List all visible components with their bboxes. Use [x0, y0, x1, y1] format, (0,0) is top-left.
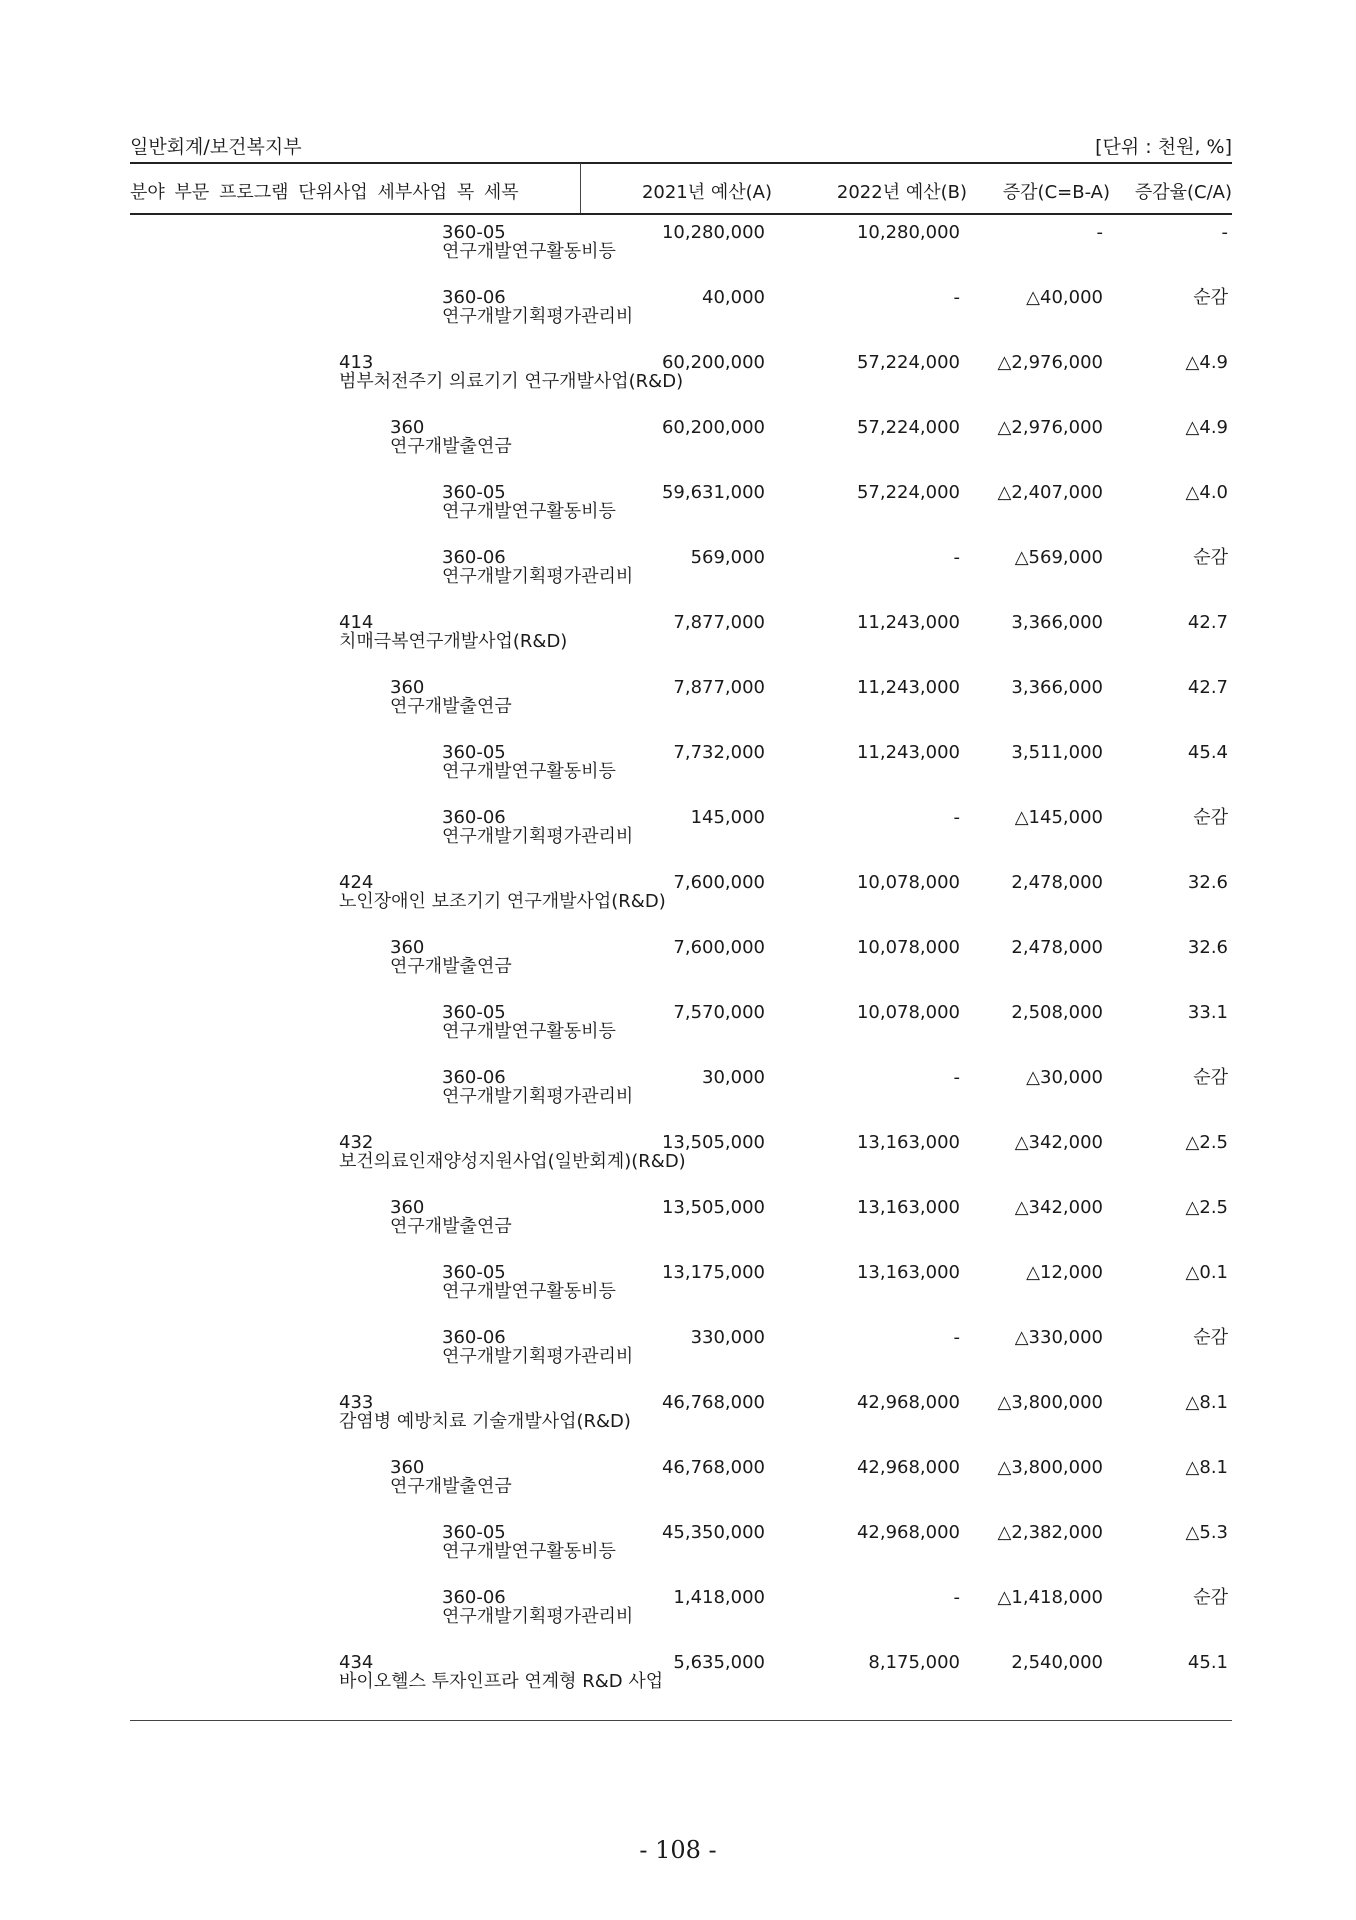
- change-cell: -: [1096, 222, 1103, 243]
- budget-2022-cell: 57,224,000: [856, 417, 960, 438]
- budget-2022-cell: 10,078,000: [856, 1002, 960, 1023]
- budget-2022-cell: -: [953, 547, 960, 568]
- rate-cell: 순감: [1193, 1067, 1228, 1088]
- item-code: 413: [339, 352, 374, 373]
- budget-2022-cell: 8,175,000: [868, 1652, 960, 1673]
- page-number: - 108 -: [639, 1836, 717, 1864]
- item-name: 연구개발연구활동비등: [442, 501, 616, 522]
- budget-2021-cell: 7,877,000: [673, 677, 765, 698]
- item-name: 연구개발연구활동비등: [442, 241, 616, 262]
- budget-2022-cell: 42,968,000: [856, 1392, 960, 1413]
- rate-cell: 45.4: [1187, 742, 1228, 763]
- budget-2022-cell: -: [953, 1587, 960, 1608]
- budget-2022-cell: -: [953, 287, 960, 308]
- item-name: 연구개발기획평가관리비: [442, 566, 634, 587]
- item-name: 연구개발출연금: [390, 1476, 512, 1497]
- table-row: [0, 678, 1356, 743]
- budget-2021-cell: 13,505,000: [661, 1197, 765, 1218]
- item-code: 360: [390, 677, 425, 698]
- account-title: 일반회계/보건복지부: [130, 136, 302, 158]
- rate-cell: △0.1: [1185, 1262, 1228, 1283]
- item-code: 360: [390, 417, 425, 438]
- budget-2021-cell: 30,000: [702, 1067, 765, 1088]
- change-cell: △2,382,000: [997, 1522, 1103, 1543]
- item-name: 바이오헬스 투자인프라 연계형 R&D 사업: [339, 1671, 664, 1692]
- item-name: 연구개발연구활동비등: [442, 1021, 616, 1042]
- change-cell: △30,000: [1026, 1067, 1103, 1088]
- change-cell: △330,000: [1014, 1327, 1103, 1348]
- item-code: 360-05: [442, 482, 506, 503]
- item-code: 360: [390, 937, 425, 958]
- rate-cell: 42.7: [1187, 612, 1228, 633]
- table-row: [0, 1198, 1356, 1263]
- budget-2021-cell: 60,200,000: [661, 417, 765, 438]
- change-cell: △2,976,000: [997, 352, 1103, 373]
- item-code: 360-05: [442, 222, 506, 243]
- budget-2021-cell: 59,631,000: [661, 482, 765, 503]
- item-name: 치매극복연구개발사업(R&D): [339, 631, 568, 652]
- budget-2021-cell: 46,768,000: [661, 1457, 765, 1478]
- change-cell: △3,800,000: [997, 1457, 1103, 1478]
- table-row: [0, 613, 1356, 678]
- table-row: [0, 1523, 1356, 1588]
- budget-2021-cell: 10,280,000: [661, 222, 765, 243]
- change-cell: △569,000: [1014, 547, 1103, 568]
- budget-2022-cell: 10,078,000: [856, 872, 960, 893]
- item-code: 414: [339, 612, 374, 633]
- budget-2022-cell: -: [953, 807, 960, 828]
- table-row: [0, 1393, 1356, 1458]
- item-name: 연구개발출연금: [390, 696, 512, 717]
- table-row: [0, 1328, 1356, 1393]
- budget-2021-cell: 13,505,000: [661, 1132, 765, 1153]
- rate-cell: △2.5: [1185, 1197, 1228, 1218]
- change-cell: 2,478,000: [1011, 937, 1103, 958]
- budget-2021-cell: 7,600,000: [673, 937, 765, 958]
- item-code: 360-05: [442, 742, 506, 763]
- item-name: 연구개발기획평가관리비: [442, 1086, 634, 1107]
- change-cell: △145,000: [1014, 807, 1103, 828]
- item-code: 360-06: [442, 1587, 506, 1608]
- table-bottom-rule: [130, 1720, 1232, 1721]
- budget-2021-cell: 7,570,000: [673, 1002, 765, 1023]
- unit-label: [단위 : 천원, %]: [1095, 136, 1232, 158]
- rate-cell: △5.3: [1185, 1522, 1228, 1543]
- table-row: [0, 223, 1356, 288]
- item-name: 노인장애인 보조기기 연구개발사업(R&D): [339, 891, 666, 912]
- budget-2022-cell: 11,243,000: [856, 612, 960, 633]
- item-name: 보건의료인재양성지원사업(일반회계)(R&D): [339, 1151, 686, 1172]
- table-row: [0, 743, 1356, 808]
- rate-cell: △2.5: [1185, 1132, 1228, 1153]
- table-row: [0, 483, 1356, 548]
- item-code: 360: [390, 1197, 425, 1218]
- budget-2022-cell: 42,968,000: [856, 1457, 960, 1478]
- rate-cell: 32.6: [1187, 937, 1228, 958]
- budget-2021-cell: 45,350,000: [661, 1522, 765, 1543]
- table-row: [0, 548, 1356, 613]
- rate-cell: △4.0: [1185, 482, 1228, 503]
- table-row: [0, 938, 1356, 1003]
- item-code: 434: [339, 1652, 374, 1673]
- rate-cell: 순감: [1193, 807, 1228, 828]
- table-row: [0, 1458, 1356, 1523]
- rate-cell: 순감: [1193, 287, 1228, 308]
- budget-2022-cell: 13,163,000: [856, 1197, 960, 1218]
- budget-2022-cell: 11,243,000: [856, 742, 960, 763]
- change-cell: 3,511,000: [1011, 742, 1103, 763]
- change-cell: △342,000: [1014, 1132, 1103, 1153]
- header-divider: [580, 163, 581, 213]
- budget-2021-cell: 60,200,000: [661, 352, 765, 373]
- table-row: [0, 288, 1356, 353]
- col-header-change: 증감(C=B-A): [1002, 182, 1110, 203]
- budget-2022-cell: 57,224,000: [856, 352, 960, 373]
- table-row: [0, 808, 1356, 873]
- rate-cell: 42.7: [1187, 677, 1228, 698]
- budget-2022-cell: -: [953, 1327, 960, 1348]
- change-cell: △1,418,000: [997, 1587, 1103, 1608]
- item-code: 433: [339, 1392, 374, 1413]
- table-row: [0, 418, 1356, 483]
- change-cell: △342,000: [1014, 1197, 1103, 1218]
- item-name: 연구개발기획평가관리비: [442, 826, 634, 847]
- change-cell: △3,800,000: [997, 1392, 1103, 1413]
- col-header-rate: 증감율(C/A): [1134, 182, 1232, 203]
- item-code: 424: [339, 872, 374, 893]
- table-row: [0, 1263, 1356, 1328]
- item-code: 360-06: [442, 287, 506, 308]
- table-row: [0, 1068, 1356, 1133]
- item-name: 연구개발기획평가관리비: [442, 1606, 634, 1627]
- item-code: 360-05: [442, 1262, 506, 1283]
- rate-cell: △4.9: [1185, 417, 1228, 438]
- item-name: 연구개발연구활동비등: [442, 1541, 616, 1562]
- budget-2022-cell: 13,163,000: [856, 1132, 960, 1153]
- change-cell: 3,366,000: [1011, 612, 1103, 633]
- table-row: [0, 1653, 1356, 1718]
- rate-cell: 45.1: [1187, 1652, 1228, 1673]
- budget-table-body: [0, 223, 1356, 1718]
- budget-2021-cell: 569,000: [690, 547, 765, 568]
- budget-2021-cell: 145,000: [690, 807, 765, 828]
- change-cell: 2,478,000: [1011, 872, 1103, 893]
- item-code: 360-06: [442, 547, 506, 568]
- col-header-hierarchy: 분야 부문 프로그램 단위사업 세부사업 목 세목: [130, 182, 519, 203]
- item-name: 연구개발출연금: [390, 436, 512, 457]
- budget-2022-cell: 11,243,000: [856, 677, 960, 698]
- budget-2021-cell: 40,000: [702, 287, 765, 308]
- rate-cell: 32.6: [1187, 872, 1228, 893]
- item-name: 범부처전주기 의료기기 연구개발사업(R&D): [339, 371, 684, 392]
- budget-2022-cell: 10,280,000: [856, 222, 960, 243]
- item-name: 연구개발기획평가관리비: [442, 306, 634, 327]
- item-name: 연구개발기획평가관리비: [442, 1346, 634, 1367]
- rate-cell: 순감: [1193, 1587, 1228, 1608]
- budget-2021-cell: 46,768,000: [661, 1392, 765, 1413]
- table-row: [0, 1588, 1356, 1653]
- budget-2021-cell: 330,000: [690, 1327, 765, 1348]
- budget-2022-cell: 10,078,000: [856, 937, 960, 958]
- table-top-rule: [130, 162, 1232, 164]
- budget-2021-cell: 5,635,000: [673, 1652, 765, 1673]
- table-row: [0, 873, 1356, 938]
- item-code: 360-06: [442, 807, 506, 828]
- item-code: 360: [390, 1457, 425, 1478]
- rate-cell: 순감: [1193, 1327, 1228, 1348]
- budget-2021-cell: 13,175,000: [661, 1262, 765, 1283]
- table-row: [0, 1133, 1356, 1198]
- item-name: 연구개발연구활동비등: [442, 1281, 616, 1302]
- budget-2022-cell: 13,163,000: [856, 1262, 960, 1283]
- rate-cell: 33.1: [1187, 1002, 1228, 1023]
- item-name: 감염병 예방치료 기술개발사업(R&D): [339, 1411, 631, 1432]
- table-row: [0, 1003, 1356, 1068]
- change-cell: 2,508,000: [1011, 1002, 1103, 1023]
- col-header-2021: 2021년 예산(A): [641, 182, 772, 203]
- budget-2022-cell: 57,224,000: [856, 482, 960, 503]
- item-name: 연구개발연구활동비등: [442, 761, 616, 782]
- budget-2022-cell: 42,968,000: [856, 1522, 960, 1543]
- change-cell: △12,000: [1026, 1262, 1103, 1283]
- rate-cell: △8.1: [1185, 1457, 1228, 1478]
- col-header-2022: 2022년 예산(B): [836, 182, 967, 203]
- budget-2021-cell: 7,600,000: [673, 872, 765, 893]
- budget-2022-cell: -: [953, 1067, 960, 1088]
- table-row: [0, 353, 1356, 418]
- change-cell: 3,366,000: [1011, 677, 1103, 698]
- item-code: 360-06: [442, 1067, 506, 1088]
- budget-2021-cell: 7,877,000: [673, 612, 765, 633]
- rate-cell: △8.1: [1185, 1392, 1228, 1413]
- change-cell: 2,540,000: [1011, 1652, 1103, 1673]
- change-cell: △2,976,000: [997, 417, 1103, 438]
- item-code: 360-05: [442, 1522, 506, 1543]
- item-code: 432: [339, 1132, 374, 1153]
- item-code: 360-06: [442, 1327, 506, 1348]
- table-header-rule: [130, 213, 1232, 215]
- item-code: 360-05: [442, 1002, 506, 1023]
- change-cell: △40,000: [1026, 287, 1103, 308]
- rate-cell: 순감: [1193, 547, 1228, 568]
- rate-cell: △4.9: [1185, 352, 1228, 373]
- budget-2021-cell: 1,418,000: [673, 1587, 765, 1608]
- rate-cell: -: [1221, 222, 1228, 243]
- budget-2021-cell: 7,732,000: [673, 742, 765, 763]
- change-cell: △2,407,000: [997, 482, 1103, 503]
- item-name: 연구개발출연금: [390, 956, 512, 977]
- item-name: 연구개발출연금: [390, 1216, 512, 1237]
